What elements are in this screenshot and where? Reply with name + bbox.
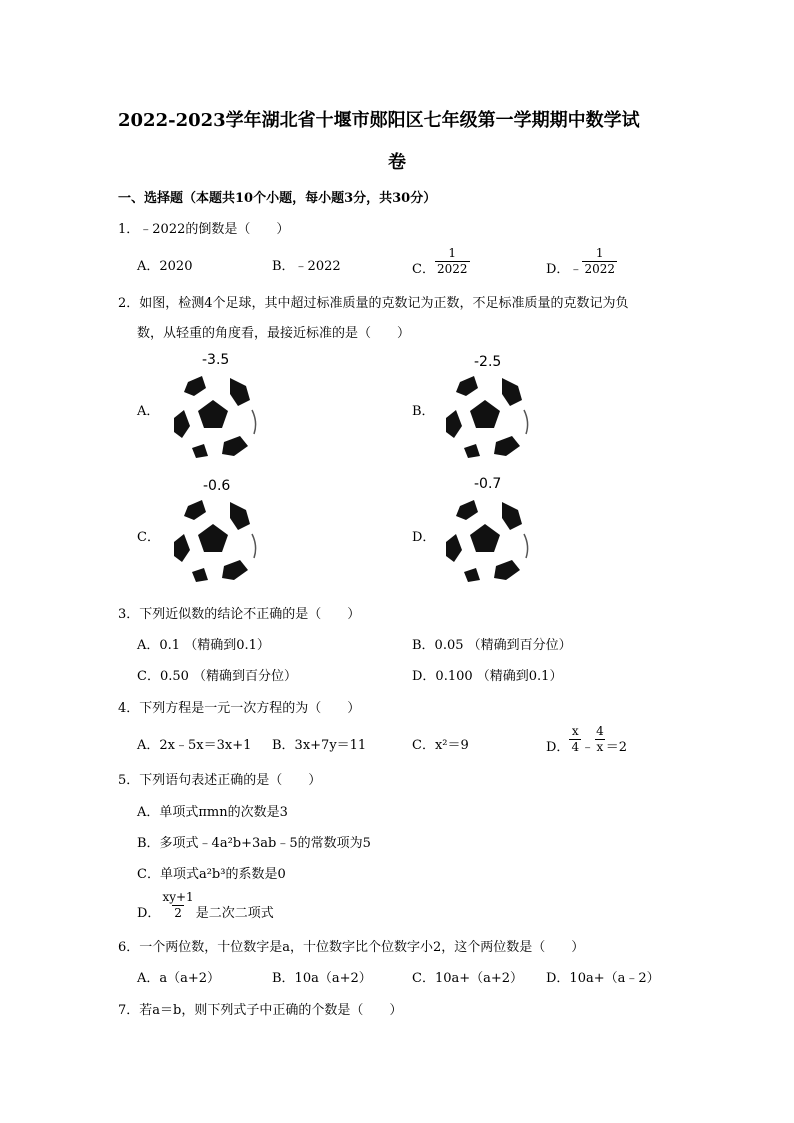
question-2-ball-d-value: -0.7 — [474, 476, 502, 492]
page-title-line1: 2022-2023学年湖北省十堰市郧阳区七年级第一学期期中数学试 — [118, 110, 640, 131]
fraction — [594, 724, 606, 755]
question-5-option-a: A．单项式πmn的次数是3 — [137, 805, 288, 820]
option-d-tail: 是二次二项式 — [195, 906, 274, 921]
question-6-option-c: C．10a+（a+2） — [412, 971, 524, 986]
question-4-option-c: C．x²＝9 — [412, 738, 469, 753]
soccer-ball-c-image — [168, 494, 263, 586]
question-3-option-b: B．0.05 （精确到百分位） — [412, 638, 572, 653]
denominator: x — [596, 740, 604, 754]
question-2-option-a-label: A． — [137, 404, 160, 419]
question-6-option-d: D．10a+（a﹣2） — [546, 971, 660, 986]
question-7-stem: 7．若a＝b，则下列式子中正确的个数是（ ） — [118, 1003, 403, 1018]
question-5-stem: 5．下列语句表述正确的是（ ） — [118, 773, 322, 788]
numerator: 1 — [595, 246, 604, 260]
question-1-option-d — [546, 246, 617, 277]
question-2-option-b-label: B． — [412, 404, 435, 419]
question-2-ball-b-value: -2.5 — [474, 354, 502, 370]
question-2-ball-a-value: -3.5 — [202, 352, 230, 368]
numerator: x — [571, 724, 579, 738]
question-5-option-c: C．单项式a²b³的系数是0 — [137, 867, 286, 882]
question-4-stem: 4．下列方程是一元一次方程的为（ ） — [118, 701, 361, 716]
fraction — [569, 724, 581, 755]
option-d-label: D．﹣ — [546, 262, 583, 277]
question-1-option-c — [412, 246, 470, 277]
question-2-ball-c-value: -0.6 — [203, 478, 231, 494]
question-6-option-a: A．a（a+2） — [137, 971, 221, 986]
numerator: xy+1 — [162, 890, 194, 904]
question-2-option-c-label: C． — [137, 530, 160, 545]
question-3-option-d: D．0.100 （精确到0.1） — [412, 669, 563, 684]
denominator: 2022 — [584, 262, 615, 276]
option-d-label: D． — [137, 906, 161, 921]
soccer-ball-d-image — [440, 494, 535, 586]
denominator: 2022 — [436, 262, 468, 276]
question-4-option-d — [546, 724, 627, 755]
denominator: 2 — [174, 906, 182, 920]
soccer-ball-a-image — [168, 370, 263, 462]
question-3-option-a: A．0.1 （精确到0.1） — [137, 638, 270, 653]
fraction — [435, 246, 470, 277]
question-3-option-c: C．0.50 （精确到百分位） — [137, 669, 298, 684]
question-1-option-b: B．﹣2022 — [272, 259, 341, 274]
fraction — [160, 890, 195, 921]
soccer-ball-b-image — [440, 370, 535, 462]
question-2-option-d-label: D． — [412, 530, 436, 545]
question-4-option-a: A．2x﹣5x＝3x+1 — [137, 738, 252, 753]
fraction — [582, 246, 617, 277]
question-4-option-b: B．3x+7y＝11 — [272, 738, 367, 753]
denominator: 4 — [571, 740, 580, 754]
numerator: 4 — [596, 724, 604, 738]
question-1-option-a: A．2020 — [137, 259, 193, 274]
question-2-stem-line1: 2．如图，检测4个足球，其中超过标准质量的克数记为正数，不足标准质量的克数记为负 — [118, 296, 629, 311]
question-6-stem: 6．一个两位数，十位数字是a，十位数字比个位数字小2，这个两位数是（ ） — [118, 940, 585, 955]
minus-sign: ﹣ — [581, 740, 595, 755]
numerator: 1 — [448, 246, 457, 260]
question-1-stem: 1．﹣2022的倒数是（ ） — [118, 222, 290, 237]
section-heading-choice: 一、选择题（本题共10个小题，每小题3分，共30分） — [118, 191, 437, 206]
option-d-label: D． — [546, 740, 570, 755]
question-2-stem-line2: 数，从轻重的角度看，最接近标准的是（ ） — [137, 326, 411, 341]
equation-tail: ＝2 — [605, 740, 628, 755]
question-5-option-b: B．多项式﹣4a²b+3ab﹣5的常数项为5 — [137, 836, 371, 851]
question-3-stem: 3．下列近似数的结论不正确的是（ ） — [118, 607, 361, 622]
question-6-option-b: B．10a（a+2） — [272, 971, 372, 986]
question-5-option-d — [137, 890, 274, 921]
option-c-label: C． — [412, 262, 435, 277]
page-title-line2: 卷 — [388, 152, 406, 173]
